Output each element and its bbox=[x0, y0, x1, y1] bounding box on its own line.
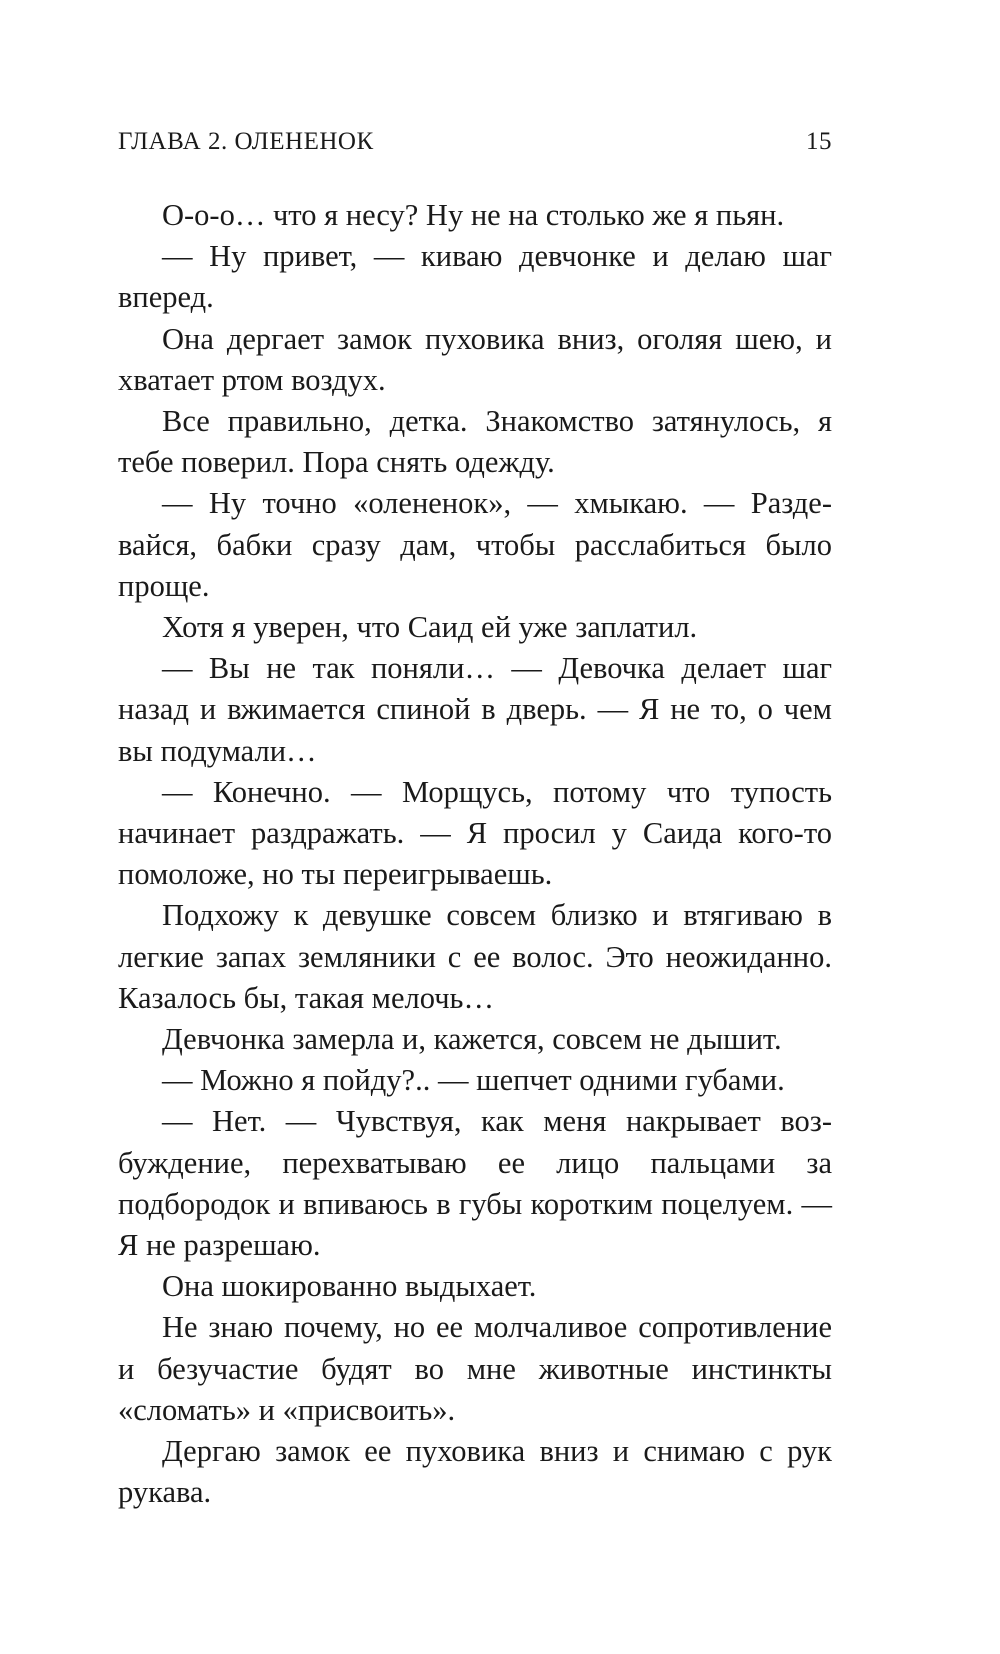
paragraph: Хотя я уверен, что Саид ей уже заплатил. bbox=[162, 610, 698, 645]
paragraph: — Конечно. — Морщусь, потому что тупость начинает раздражать. — Я просил у Саида кого-то помоложе, но ты переигрываешь. bbox=[118, 774, 832, 892]
paragraph: — Нет. — Чувствуя, как меня накрывает возбуждение, перехватываю ее лицо пальцами за подбородок и впиваюсь в губы коротким поцелуем. — Я не разрешаю. bbox=[118, 1104, 832, 1263]
paragraph: О-о-о… что я несу? Ну не на столько же я пьян. bbox=[162, 198, 785, 232]
paragraph: — Вы не так поняли… — Девочка делает шаг назад и вжимается спиной в дверь. — Я не то, о чем вы подумали… bbox=[118, 651, 832, 768]
paragraph: Все правильно, детка. Знакомство затянулось, я тебе поверил. Пора снять одежду. bbox=[118, 404, 832, 480]
paragraph: — Ну привет, — киваю девчонке и делаю шаг вперед. bbox=[118, 239, 832, 315]
paragraph: Подхожу к девушке совсем близко и втягиваю в легкие запах земляники с ее волос. Это неожиданно. Казалось бы, такая мелочь… bbox=[118, 898, 832, 1015]
paragraph: Не знаю почему, но ее молчаливое сопротивление и безучастие будят во мне животные инстинкты «сломать» и «присвоить». bbox=[118, 1310, 832, 1427]
paragraph: Она дергает замок пуховика вниз, оголяя шею, и хватает ртом воздух. bbox=[118, 321, 832, 397]
paragraph: Дергаю замок ее пуховика вниз и снимаю с рук рукава. bbox=[118, 1434, 832, 1510]
body-text bbox=[118, 195, 832, 1514]
paragraph: — Можно я пойду?.. — шепчет одними губами. bbox=[162, 1063, 785, 1098]
page-number: 15 bbox=[806, 128, 832, 155]
paragraph: Она шокированно выдыхает. bbox=[162, 1269, 537, 1304]
chapter-title: ГЛАВА 2. ОЛЕНЕНОК bbox=[118, 128, 374, 155]
paragraph: Девчонка замерла и, кажется, совсем не дышит. bbox=[162, 1022, 782, 1057]
paragraph: — Ну точно «олененок», — хмыкаю. — Раздевайся, бабки сразу дам, чтобы расслабиться было проще. bbox=[118, 486, 832, 603]
running-head bbox=[118, 128, 832, 156]
